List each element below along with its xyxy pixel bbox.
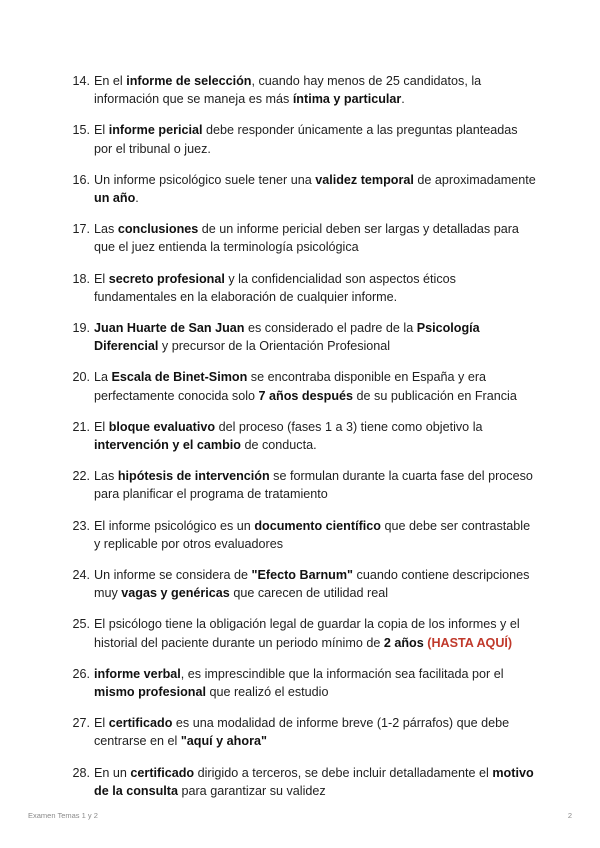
text-run: Un informe psicológico suele tener una	[94, 172, 316, 187]
numbered-list	[66, 72, 536, 813]
bold-term: 7 años después	[258, 388, 354, 403]
item-number: 24.	[72, 568, 90, 583]
list-item	[66, 467, 536, 503]
text-run: Las	[94, 222, 118, 237]
item-number: 18.	[72, 271, 90, 286]
list-item	[66, 615, 536, 651]
list-item	[66, 319, 536, 355]
bold-term: hipótesis de intervención	[117, 469, 270, 484]
bold-term: Psicología Diferencial	[94, 321, 480, 354]
text-run: El	[94, 419, 109, 434]
item-text	[94, 368, 536, 404]
item-text	[94, 418, 536, 454]
item-text	[94, 714, 536, 750]
text-run: Un informe se considera de	[94, 568, 252, 583]
text-run: para garantizar su validez	[177, 783, 326, 798]
list-item	[66, 220, 536, 256]
text-run: es una modalidad de informe breve (1-2 párrafos) que debe centrarse en el	[94, 716, 510, 749]
bold-term: informe verbal	[94, 666, 181, 681]
item-number: 21.	[72, 419, 90, 434]
list-item	[66, 517, 536, 553]
text-run: .	[401, 92, 405, 107]
item-text	[94, 615, 536, 651]
item-text	[94, 319, 536, 355]
item-text	[94, 220, 536, 256]
bold-term: validez temporal	[315, 172, 414, 187]
bold-term: mismo profesional	[94, 685, 206, 700]
text-run: El	[94, 123, 109, 138]
text-run: El	[94, 716, 109, 731]
text-run: El	[94, 271, 109, 286]
bold-term: secreto profesional	[108, 271, 225, 286]
bold-term: informe pericial	[108, 123, 203, 138]
text-run: , cuando hay menos de 25 candidatos, la información que se maneja es más	[94, 74, 482, 107]
footer-title: Examen Temas 1 y 2	[28, 811, 98, 820]
item-number: 16.	[72, 172, 90, 187]
bold-term: documento científico	[254, 518, 381, 533]
text-run: .	[135, 191, 139, 206]
item-text	[94, 665, 536, 701]
text-run: La	[94, 370, 112, 385]
bold-term: un año	[94, 191, 136, 206]
text-run: es considerado el padre de la	[244, 321, 417, 336]
item-number: 14.	[72, 74, 90, 88]
item-text	[94, 467, 536, 503]
text-run: que debe ser contrastable y replicable por otros evaluadores	[94, 518, 531, 551]
item-number: 19.	[72, 321, 90, 336]
bold-term: "Efecto Barnum"	[251, 568, 354, 583]
text-run: que carecen de utilidad real	[229, 586, 389, 601]
item-number: 15.	[72, 123, 90, 138]
bold-term: Juan Huarte de San Juan	[94, 321, 245, 336]
text-run: de aproximadamente	[413, 172, 536, 187]
text-run: debe responder únicamente a las preguntas planteadas por el tribunal o juez.	[94, 123, 518, 156]
text-run: se encontraba disponible en España y era perfectamente conocida solo	[94, 370, 487, 403]
item-number: 27.	[72, 716, 90, 731]
bold-term: "aquí y ahora"	[180, 734, 267, 749]
list-item	[66, 121, 536, 157]
item-number: 25.	[72, 617, 90, 632]
item-text	[94, 171, 536, 207]
list-item	[66, 566, 536, 602]
bold-term: vagas y genéricas	[121, 586, 230, 601]
item-number: 26.	[72, 666, 90, 681]
item-number: 28.	[72, 765, 90, 780]
bold-term: intervención y el cambio	[94, 438, 241, 453]
list-item	[66, 418, 536, 454]
list-item	[66, 72, 536, 108]
bold-term: Escala de Binet-Simon	[111, 370, 248, 385]
bold-term: bloque evaluativo	[108, 419, 216, 434]
item-text	[94, 121, 536, 157]
item-number: 22.	[72, 469, 90, 484]
item-number: 20.	[72, 370, 90, 385]
text-run: El psicólogo tiene la obligación legal de guardar la copia de los informes y el historial del paciente durante un periodo mínimo de	[94, 617, 520, 650]
bold-term: certificado	[130, 765, 195, 780]
item-text	[94, 270, 536, 306]
list-item	[66, 665, 536, 701]
text-run: de conducta.	[240, 438, 317, 453]
list-item	[66, 714, 536, 750]
text-run: y precursor de la Orientación Profesional	[158, 339, 391, 354]
highlight-note: (HASTA AQUÍ)	[427, 635, 513, 650]
text-run: y la confidencialidad son aspectos éticos fundamentales en la elaboración de cualquier informe.	[94, 271, 456, 304]
bold-term: conclusiones	[117, 222, 199, 237]
text-run: En un	[94, 765, 131, 780]
list-item	[66, 171, 536, 207]
text-run: El informe psicológico es un	[94, 518, 255, 533]
text-run: se formulan durante la cuarta fase del proceso para planificar el programa de tratamiento	[94, 469, 533, 502]
text-run: que realizó el estudio	[205, 685, 329, 700]
text-run: Las	[94, 469, 118, 484]
bold-term: certificado	[108, 716, 173, 731]
list-item	[66, 764, 536, 800]
bold-term: motivo de la consulta	[94, 765, 534, 798]
bold-term: íntima y particular	[292, 92, 402, 107]
item-text	[94, 72, 536, 108]
list-item	[66, 368, 536, 404]
bold-term: 2 años	[383, 635, 424, 650]
text-run: de su publicación en Francia	[353, 388, 517, 403]
text-run: del proceso (fases 1 a 3) tiene como objetivo la	[215, 419, 483, 434]
item-text	[94, 764, 536, 800]
item-number: 23.	[72, 518, 90, 533]
page-number: 2	[567, 811, 572, 820]
text-run: cuando contiene descripciones muy	[94, 568, 530, 601]
item-text	[94, 517, 536, 553]
bold-term: informe de selección	[126, 74, 252, 88]
item-text	[94, 566, 536, 602]
text-run: dirigido a terceros, se debe incluir detalladamente el	[194, 765, 493, 780]
text-run: de un informe pericial deben ser largas y detalladas para que el juez entienda la terminología psicológica	[94, 222, 519, 255]
text-run: , es imprescindible que la información sea facilitada por el	[180, 666, 504, 681]
text-run: En el	[94, 74, 127, 88]
list-item	[66, 270, 536, 306]
item-number: 17.	[72, 222, 90, 237]
